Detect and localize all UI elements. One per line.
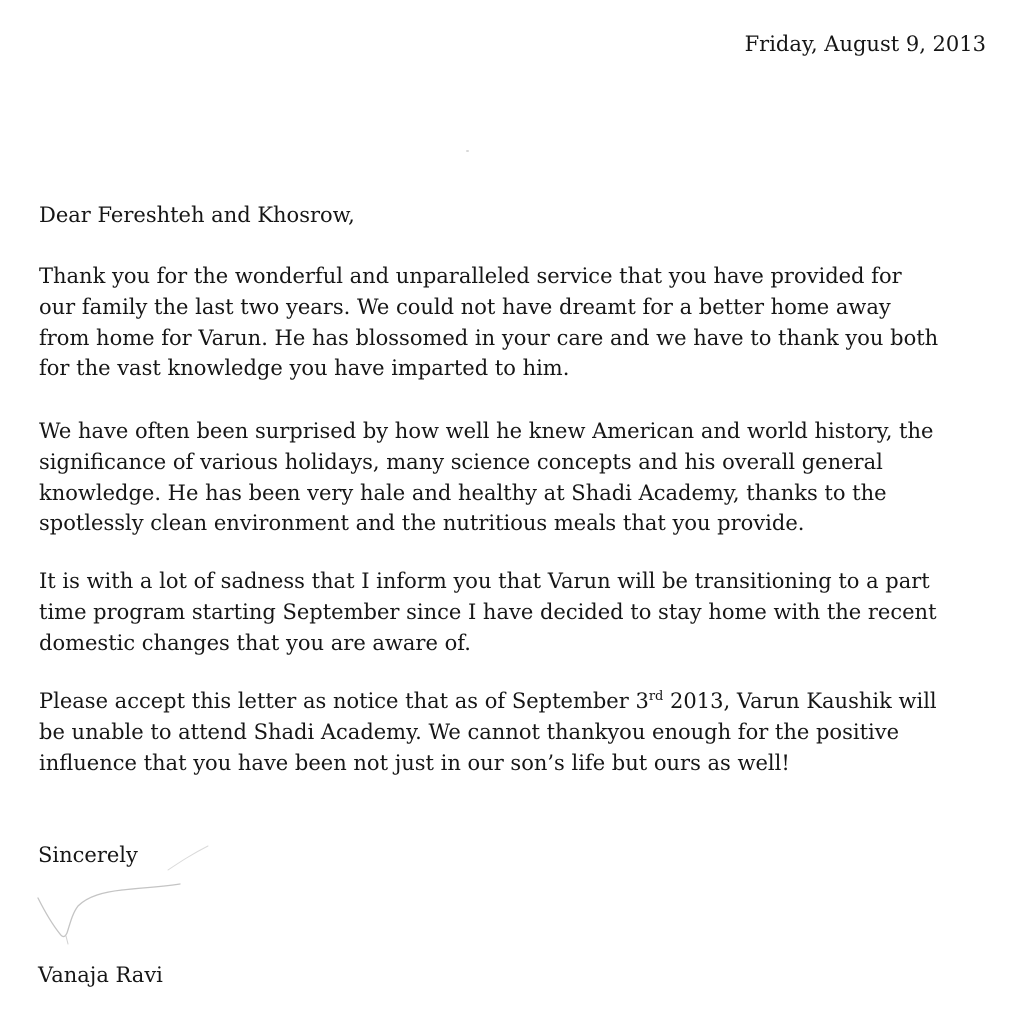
paragraph-line xyxy=(39,686,989,717)
paragraph-line: for the vast knowledge you have imparted to him. xyxy=(39,356,570,381)
notice-text-before: Please accept this letter as notice that as of September 3 xyxy=(39,689,649,713)
paragraph-line: significance of various holidays, many science concepts and his overall general xyxy=(39,449,883,474)
paragraph-line: be unable to attend Shadi Academy. We cannot thankyou enough for the positive xyxy=(39,719,900,744)
paragraph-line: It is with a lot of sadness that I inform you that Varun will be transitioning to a part xyxy=(39,569,930,593)
paragraph-line: We have often been surprised by how well he knew American and world history, the xyxy=(39,419,934,443)
closing: Sincerely xyxy=(38,843,138,867)
paragraph-notice xyxy=(39,686,989,778)
paragraph-thanks xyxy=(39,261,989,384)
paragraph-line: domestic changes that you are aware of. xyxy=(39,630,471,655)
paper-speck xyxy=(466,150,469,152)
paragraph-line: from home for Varun. He has blossomed in your care and we have to thank you both xyxy=(39,325,939,350)
paragraph-line: time program starting September since I have decided to stay home with the recent xyxy=(39,599,937,624)
paragraph-line: our family the last two years. We could not have dreamt for a better home away xyxy=(39,294,891,319)
paragraph-praise xyxy=(39,416,989,539)
letter-date: Friday, August 9, 2013 xyxy=(744,32,986,56)
salutation: Dear Fereshteh and Khosrow, xyxy=(39,203,355,227)
paragraph-line: spotlessly clean environment and the nutritious meals that you provide. xyxy=(39,511,805,536)
paragraph-transition xyxy=(39,566,989,658)
paragraph-line: knowledge. He has been very hale and healthy at Shadi Academy, thanks to the xyxy=(39,480,887,505)
notice-text-after: 2013, Varun Kaushik will xyxy=(663,689,937,713)
signer-name: Vanaja Ravi xyxy=(38,963,163,987)
paragraph-line: influence that you have been not just in our son’s life but ours as well! xyxy=(39,750,790,775)
paragraph-line: Thank you for the wonderful and unparalleled service that you have provided for xyxy=(39,264,902,288)
ordinal-suffix: rd xyxy=(648,689,664,704)
handwritten-signature xyxy=(30,840,230,950)
